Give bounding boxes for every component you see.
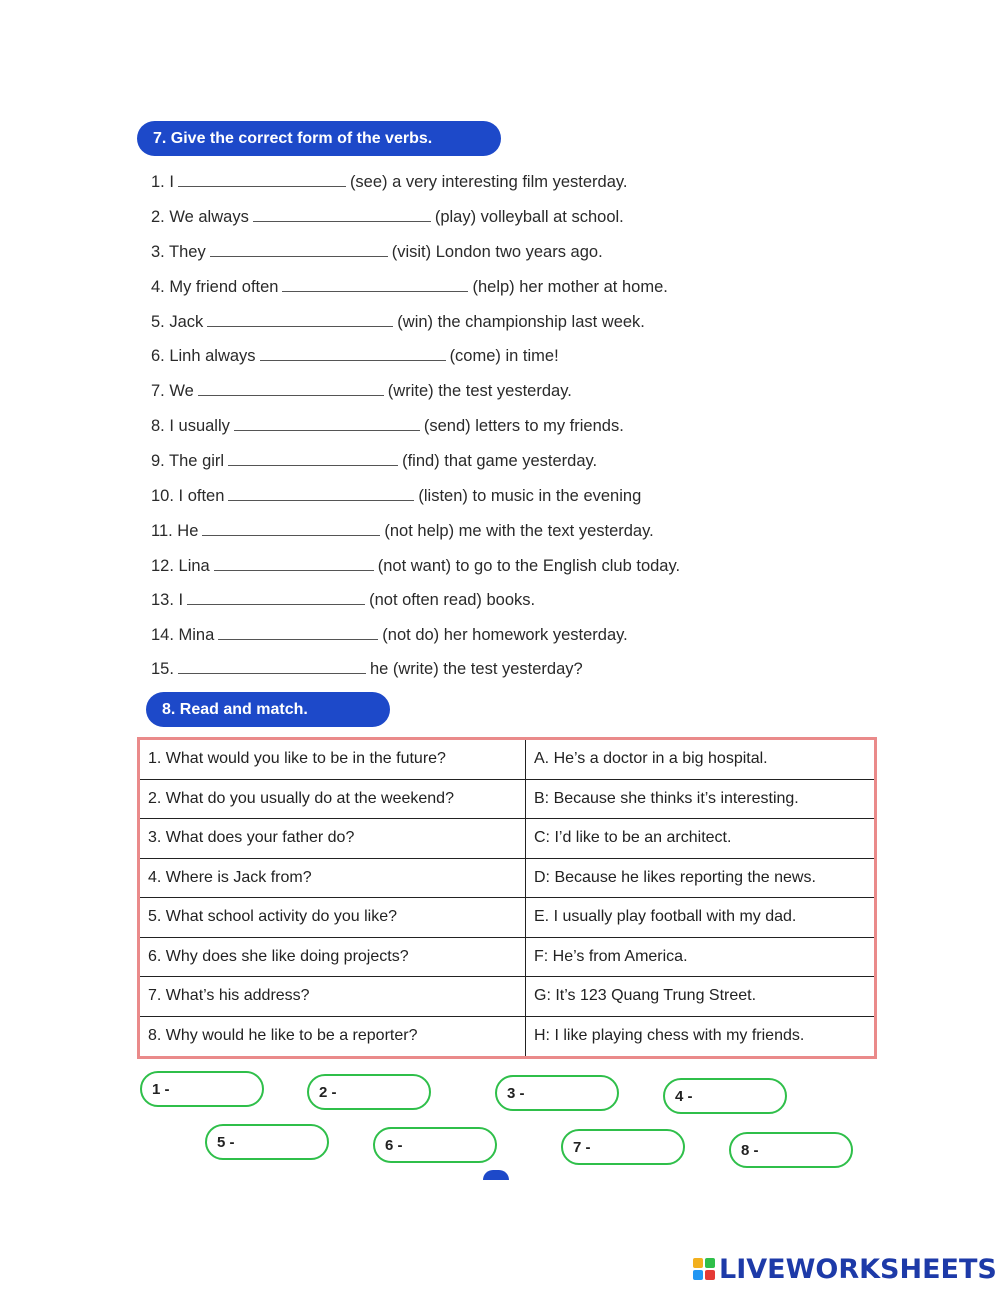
answer-option-cell: G: It’s 123 Quang Trung Street.: [534, 987, 757, 1005]
answer-box-4[interactable]: 4 -: [663, 1078, 787, 1114]
answer-blank[interactable]: [228, 451, 398, 466]
exercise-prefix: 12. Lina: [151, 557, 210, 575]
exercise-prefix: 4. My friend often: [151, 278, 279, 296]
exercise-item: [151, 451, 597, 471]
exercise-item: [151, 207, 624, 227]
exercise-suffix: (not do) her homework yesterday.: [382, 626, 628, 644]
exercise-prefix: 1. I: [151, 173, 174, 191]
exercise-prefix: 5. Jack: [151, 313, 204, 331]
exercise-prefix: 2. We always: [151, 208, 249, 226]
exercise-item: [151, 486, 641, 506]
question-cell: 3. What does your father do?: [140, 819, 526, 858]
exercise-suffix: (visit) London two years ago.: [391, 243, 603, 261]
answer-blank[interactable]: [198, 381, 384, 396]
answer-option-cell: B: Because she thinks it’s interesting.: [534, 789, 799, 807]
table-row: [140, 819, 874, 859]
question-cell: 6. Why does she like doing projects?: [140, 938, 526, 977]
exercise-item: [151, 659, 583, 679]
exercise-item: [151, 625, 628, 645]
exercise-suffix: (send) letters to my friends.: [423, 417, 624, 435]
logo-mark-icon: [693, 1258, 715, 1280]
exercise-suffix: he (write) the test yesterday?: [369, 660, 583, 678]
answer-box-3[interactable]: 3 -: [495, 1075, 619, 1111]
exercise-suffix: (find) that game yesterday.: [402, 452, 598, 470]
table-row: [140, 898, 874, 938]
exercise-item: [151, 590, 535, 610]
exercise-item: [151, 242, 603, 262]
answer-box-1[interactable]: 1 -: [140, 1071, 264, 1107]
exercise-suffix: (come) in time!: [449, 347, 559, 365]
answer-blank[interactable]: [202, 521, 380, 536]
answer-blank[interactable]: [178, 172, 346, 187]
question-cell: 7. What’s his address?: [140, 977, 526, 1016]
table-row: [140, 938, 874, 978]
exercise-suffix: (write) the test yesterday.: [387, 382, 572, 400]
question-cell: 1. What would you like to be in the future?: [140, 740, 526, 779]
answer-blank[interactable]: [218, 625, 378, 640]
answer-blank[interactable]: [260, 346, 446, 361]
exercise-item: [151, 277, 668, 297]
answer-blank[interactable]: [228, 486, 414, 501]
section-7-header: [137, 121, 501, 156]
answer-box-6[interactable]: 6 -: [373, 1127, 497, 1163]
liveworksheets-logo: [693, 1252, 997, 1286]
table-row: [140, 1017, 874, 1057]
match-table: [137, 737, 877, 1059]
exercise-prefix: 9. The girl: [151, 452, 225, 470]
answer-blank[interactable]: [207, 312, 393, 327]
exercise-prefix: 15.: [151, 660, 174, 678]
question-cell: 2. What do you usually do at the weekend?: [140, 780, 526, 819]
table-row: [140, 780, 874, 820]
exercise-prefix: 6. Linh always: [151, 347, 256, 365]
logo-text: LIVEWORKSHEETS: [719, 1253, 997, 1285]
answer-blank[interactable]: [214, 556, 374, 571]
answer-option-cell: A. He’s a doctor in a big hospital.: [534, 750, 768, 768]
exercise-item: [151, 346, 559, 366]
exercise-suffix: (listen) to music in the evening: [418, 487, 642, 505]
exercise-prefix: 13. I: [151, 591, 184, 609]
answer-blank[interactable]: [210, 242, 388, 257]
exercise-prefix: 3. They: [151, 243, 206, 261]
section-8-header: [146, 692, 390, 727]
exercise-suffix: (not want) to go to the English club today.: [377, 557, 681, 575]
answer-blank[interactable]: [178, 659, 366, 674]
question-cell: 5. What school activity do you like?: [140, 898, 526, 937]
exercise-item: [151, 381, 572, 401]
blue-marker: [483, 1170, 509, 1180]
exercise-prefix: 7. We: [151, 382, 194, 400]
question-cell: 4. Where is Jack from?: [140, 859, 526, 898]
exercise-item: [151, 416, 624, 436]
exercise-suffix: (win) the championship last week.: [397, 313, 645, 331]
exercise-suffix: (see) a very interesting film yesterday.: [349, 173, 628, 191]
exercise-suffix: (not often read) books.: [369, 591, 536, 609]
answer-option-cell: D: Because he likes reporting the news.: [534, 868, 816, 886]
answer-option-cell: H: I like playing chess with my friends.: [534, 1027, 805, 1045]
answer-blank[interactable]: [282, 277, 468, 292]
exercise-item: [151, 312, 645, 332]
answer-blank[interactable]: [234, 416, 420, 431]
answer-option-cell: E. I usually play football with my dad.: [534, 908, 797, 926]
table-row: [140, 740, 874, 780]
section-8-title: 8. Read and match.: [162, 700, 308, 718]
exercise-prefix: 10. I often: [151, 487, 225, 505]
exercise-item: [151, 521, 654, 541]
answer-box-2[interactable]: 2 -: [307, 1074, 431, 1110]
answer-option-cell: F: He’s from America.: [534, 947, 688, 965]
exercise-item: [151, 172, 627, 192]
answer-box-8[interactable]: 8 -: [729, 1132, 853, 1168]
table-row: [140, 859, 874, 899]
answer-option-cell: C: I’d like to be an architect.: [534, 829, 732, 847]
exercise-suffix: (help) her mother at home.: [472, 278, 668, 296]
exercise-suffix: (play) volleyball at school.: [434, 208, 624, 226]
answer-blank[interactable]: [187, 590, 365, 605]
exercise-item: [151, 556, 680, 576]
table-row: [140, 977, 874, 1017]
answer-box-5[interactable]: 5 -: [205, 1124, 329, 1160]
exercise-suffix: (not help) me with the text yesterday.: [384, 522, 654, 540]
exercise-prefix: 14. Mina: [151, 626, 215, 644]
answer-box-7[interactable]: 7 -: [561, 1129, 685, 1165]
section-7-title: 7. Give the correct form of the verbs.: [153, 129, 433, 147]
exercise-prefix: 11. He: [151, 522, 199, 540]
answer-blank[interactable]: [253, 207, 431, 222]
question-cell: 8. Why would he like to be a reporter?: [140, 1017, 526, 1057]
exercise-prefix: 8. I usually: [151, 417, 230, 435]
